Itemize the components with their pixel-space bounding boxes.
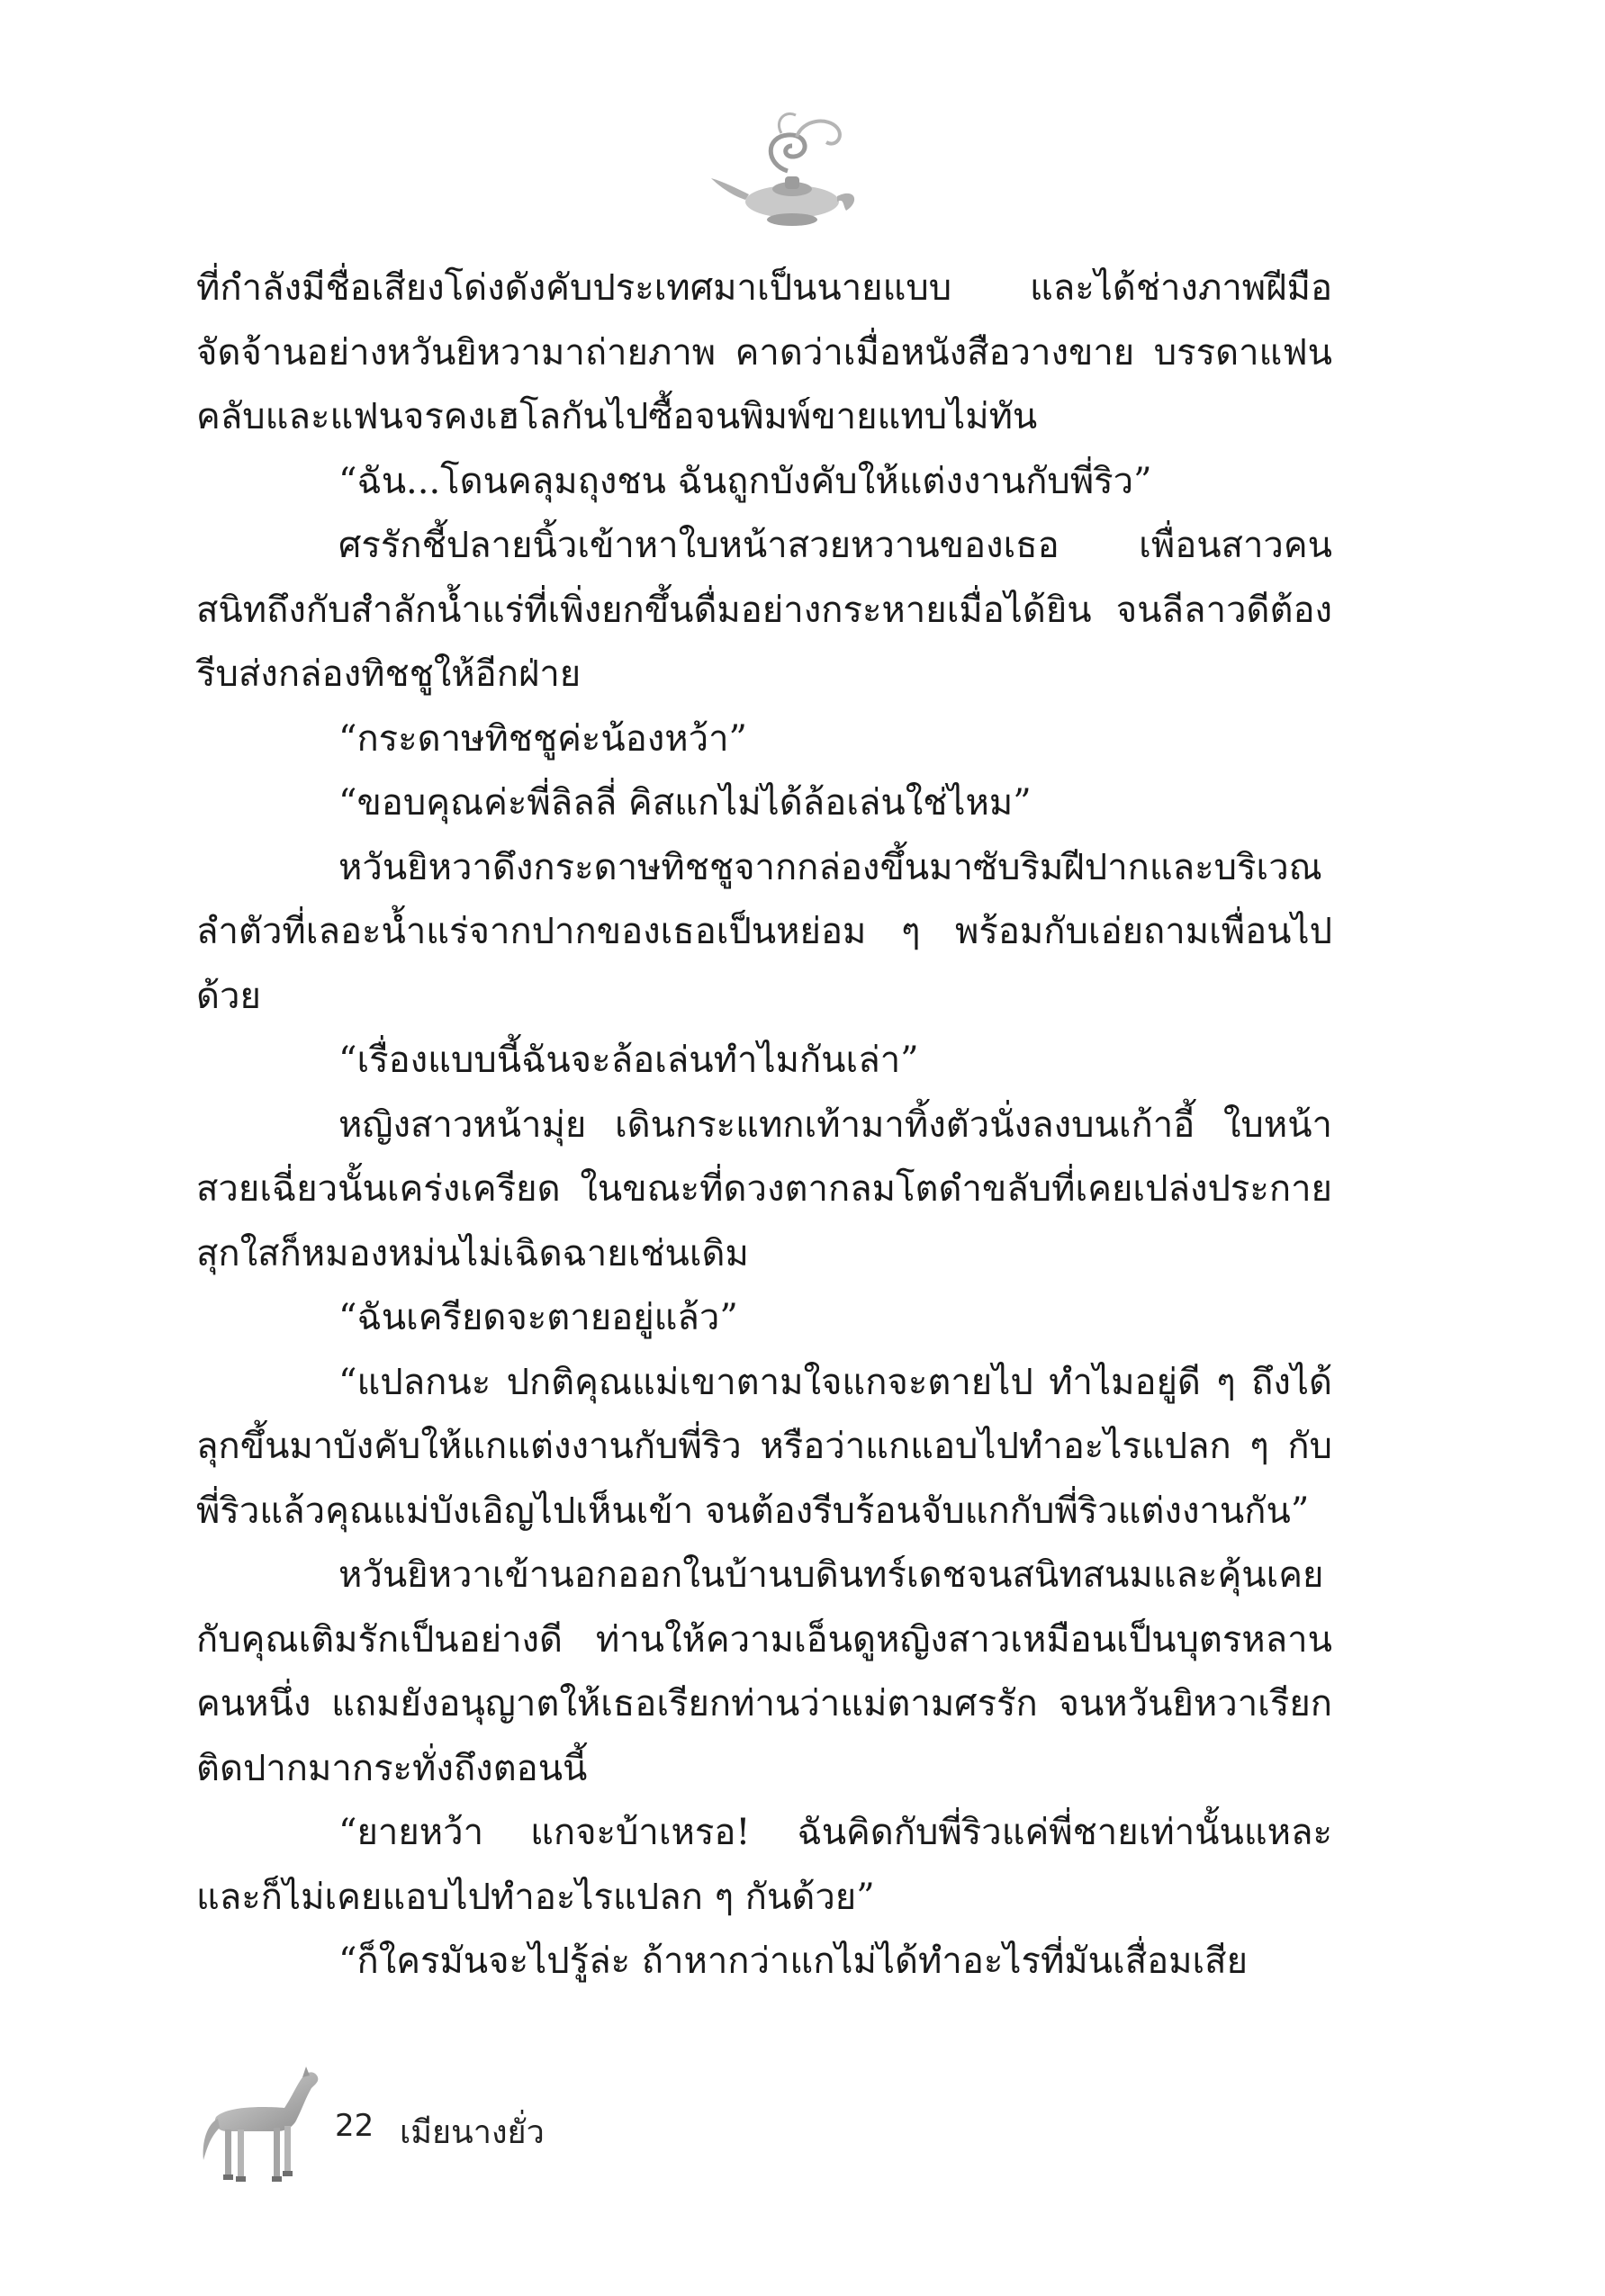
book-title: เมียนางยั่ว: [400, 2114, 545, 2151]
page-footer: [191, 2061, 821, 2187]
paragraph: “ฉันเครียดจะตายอยู่แล้ว”: [338, 1297, 738, 1338]
paragraph: หวันยิหวาดึงกระดาษทิชชูจากกล่องขึ้นมาซับริมฝีปากและบริเวณลำตัวที่เลอะน้ำแร่จากปากของเธอเป็นหย่อม ๆ พร้อมกับเอ่ยถามเพื่อนไปด้วย: [196, 846, 1332, 1017]
page-number: 22: [335, 2108, 374, 2144]
paragraph: “เรื่องแบบนี้ฉันจะล้อเล่นทำไมกันเล่า”: [338, 1040, 919, 1081]
paragraph: “กระดาษทิชชูค่ะน้องหว้า”: [338, 717, 747, 760]
body-text: [196, 257, 1332, 1994]
genie-lamp-icon: [702, 101, 882, 236]
paragraph: ที่กำลังมีชื่อเสียงโด่งดังคับประเทศมาเป็นนายแบบ และได้ช่างภาพฝีมือจัดจ้านอย่างหวันยิหวามาถ่ายภาพ คาดว่าเมื่อหนังสือวางขาย บรรดาแฟนคลับและแฟนจรคงเฮโลกันไปซื้อจนพิมพ์ขายแทบไม่ทัน: [196, 267, 1332, 437]
horse-icon: [191, 2061, 326, 2187]
paragraph: “ยายหว้า แกจะบ้าเหรอ! ฉันคิดกับพี่ริวแค่พี่ชายเท่านั้นแหละ และก็ไม่เคยแอบไปทำอะไรแปลก ๆ กันด้วย”: [196, 1812, 1332, 1918]
paragraph: “ขอบคุณค่ะพี่ลิลลี่ คิสแกไม่ได้ล้อเล่นใช่ไหม”: [338, 782, 1032, 824]
paragraph: ศรรักชี้ปลายนิ้วเข้าหาใบหน้าสวยหวานของเธอ เพื่อนสาวคนสนิทถึงกับสำลักน้ำแร่ที่เพิ่งยกขึ้นดื่มอย่างกระหายเมื่อได้ยิน จนลีลาวดีต้องรีบส่งกล่องทิชชูให้อีกฝ่าย: [196, 525, 1332, 695]
paragraph: “แปลกนะ ปกติคุณแม่เขาตามใจแกจะตายไป ทำไมอยู่ดี ๆ ถึงได้ลุกขึ้นมาบังคับให้แกแต่งงานกับพี่ริว หรือว่าแกแอบไปทำอะไรแปลก ๆ กับพี่ริวแล้วคุณแม่บังเอิญไปเห็นเข้า จนต้องรีบร้อนจับแกกับพี่ริวแต่งงานกัน”: [196, 1361, 1332, 1532]
paragraph: หวันยิหวาเข้านอกออกในบ้านบดินทร์เดชจนสนิทสนมและคุ้นเคยกับคุณเติมรักเป็นอย่างดี ท่านให้ความเอ็นดูหญิงสาวเหมือนเป็นบุตรหลานคนหนึ่ง แถมยังอนุญาตให้เธอเรียกท่านว่าแม่ตามศรรัก จนหวันยิหวาเรียกติดปากมากระทั่งถึงตอนนี้: [196, 1554, 1332, 1789]
paragraph: “ฉัน...โดนคลุมถุงชน ฉันถูกบังคับให้แต่งงานกับพี่ริว”: [338, 460, 1152, 502]
paragraph: หญิงสาวหน้ามุ่ย เดินกระแทกเท้ามาทิ้งตัวนั่งลงบนเก้าอี้ ใบหน้าสวยเฉี่ยวนั้นเคร่งเครียด ในขณะที่ดวงตากลมโตดำขลับที่เคยเปล่งประกายสุกใสก็หมองหม่นไม่เฉิดฉายเช่นเดิม: [196, 1103, 1332, 1274]
paragraph: “ก็ใครมันจะไปรู้ล่ะ ถ้าหากว่าแกไม่ได้ทำอะไรที่มันเสื่อมเสีย: [338, 1940, 1249, 1982]
